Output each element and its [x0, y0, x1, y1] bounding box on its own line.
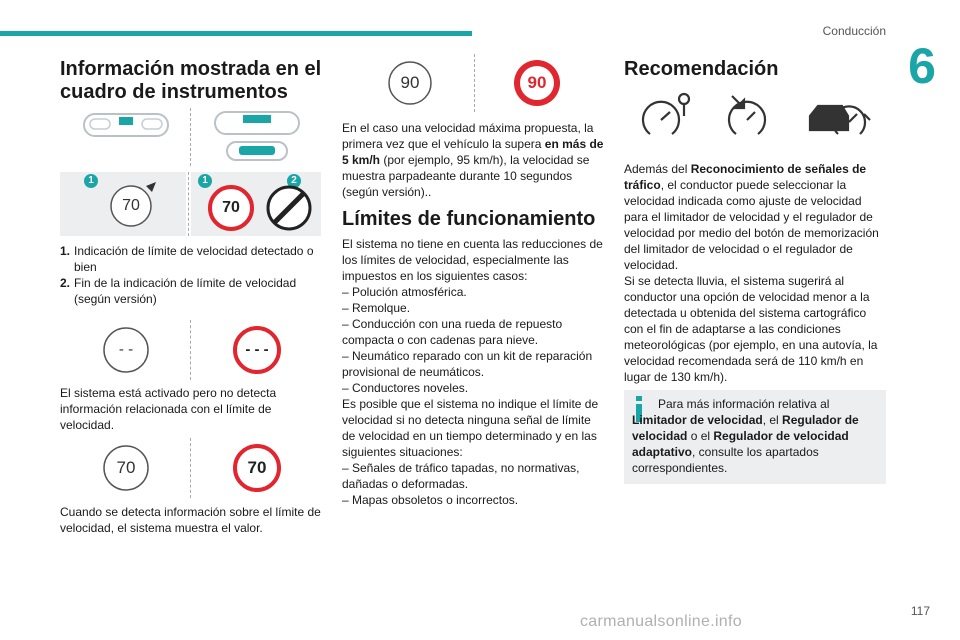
red-dash-text: - - - [245, 341, 269, 358]
text-run: , consulte los apartados correspondientes. [632, 445, 819, 475]
gray-dash-text: - - [118, 341, 134, 358]
paragraph: Si se detecta lluvia, el sistema sugerirá al conductor una opción de velocidad menor a la detectada u obtenida del sistema cartográfico con el fin de adaptarse a las condiciones meteorológicas (por ejemplo, en una autovía, la velocidad recomendada será de 110 km/h en lugar de 130 km/h). [624, 274, 878, 384]
list-number: 1. [60, 244, 71, 258]
col2-title-wrap [342, 208, 604, 231]
red-70-sign [191, 438, 321, 498]
info-note [624, 390, 886, 484]
text-run: o el [687, 429, 714, 443]
col3-para1 [624, 161, 886, 385]
speed-suggest-icon [729, 96, 765, 134]
bullet: – Polución atmosférica. [342, 285, 467, 299]
col2-body [342, 236, 604, 508]
bullet: – Neumático reparado con un kit de reparación provisional de neumáticos. [342, 349, 593, 379]
header-accent-bar [0, 31, 472, 36]
col1-title: Información mostrada en el cuadro de instrumentos [60, 58, 322, 103]
info-note-text [632, 396, 880, 476]
detected-sign-cell [60, 172, 186, 236]
sign-70-plain: 70 [122, 197, 140, 214]
paragraph [624, 161, 886, 273]
speed-90-row [342, 54, 604, 112]
bold-run: Reconocimiento de señales de tráfico [624, 162, 867, 192]
dashboard-illustrations [60, 108, 322, 166]
no-info-sign-row [60, 320, 322, 380]
col1-para1 [60, 385, 328, 433]
bullet: – Mapas obsoletos o incorrectos. [342, 493, 519, 507]
numbered-sign-row [60, 172, 322, 236]
text-run: En el caso una velocidad máxima propuesta, la primera vez que el vehículo la supera [342, 121, 594, 151]
bold-run: Regulador de velocidad [632, 413, 859, 443]
paragraph: Es posible que el sistema no indique el límite de velocidad si no detecta ninguna señal de límite de velocidad en un tiempo determinado y en las siguientes situaciones: [342, 397, 599, 459]
legend-list [60, 243, 328, 307]
gray-90-text: 90 [400, 73, 420, 92]
bold-run: en más de 5 km/h [342, 137, 604, 167]
text-run: (por ejemplo, 95 km/h), la velocidad se muestra parpadeante durante 10 segundos (según versión).. [342, 153, 590, 199]
col2-title: Límites de funcionamiento [342, 208, 596, 230]
gray-70-sign [60, 438, 190, 498]
paragraph: Cuando se detecta información sobre el límite de velocidad, el sistema muestra el valor. [60, 505, 321, 535]
sign-70-red: 70 [222, 199, 240, 216]
red-90-text: 90 [527, 73, 547, 92]
col1-para2 [60, 504, 328, 536]
bullet: – Remolque. [342, 301, 411, 315]
list-item [60, 275, 328, 307]
paragraph [342, 120, 604, 200]
text-run: Además del [624, 162, 691, 176]
divider [188, 172, 189, 236]
speed-memo-icon [643, 94, 689, 134]
list-item [60, 243, 328, 275]
chapter-number: 6 [908, 38, 936, 94]
list-text: Indicación de límite de velocidad detectado o bien [74, 244, 314, 274]
text-run: , el [762, 413, 783, 427]
limit-and-end-cell [191, 172, 321, 236]
bold-run: Regulador de velocidad adaptativo [632, 429, 849, 459]
red-70-text: 70 [247, 458, 267, 477]
badge-1: 1 [88, 175, 94, 186]
gray-90-sign [342, 54, 474, 112]
text-run: Para más información relativa al [658, 397, 830, 411]
bullet: – Conducción con una rueda de repuesto compacta o con cadenas para nieve. [342, 317, 563, 347]
page-number: 117 [910, 604, 930, 618]
dashboard-headup-icon [191, 108, 321, 166]
list-text: Fin de la indicación de límite de velocidad (según versión) [74, 276, 297, 306]
paragraph: El sistema no tiene en cuenta las reducciones de los límites de velocidad, especialmente las impuestos en los siguientes casos: [342, 237, 603, 283]
dashboard-screen-icon [60, 108, 190, 166]
speedometer-icons [624, 90, 886, 140]
bullet: – Conductores noveles. [342, 381, 469, 395]
section-name: Conducción [822, 24, 886, 38]
badge-1b: 1 [202, 175, 208, 186]
col1-title-wrap [60, 58, 328, 104]
recommendation-icons [624, 90, 886, 140]
badge-2: 2 [291, 175, 297, 186]
car-speed-icon [810, 106, 870, 134]
paragraph: El sistema está activado pero no detecta información relacionada con el límite de velocidad. [60, 386, 277, 432]
gray-70-text: 70 [116, 458, 136, 477]
text-run: , el conductor puede seleccionar la velocidad indicada como ajuste de velocidad para el limitador de velocidad y el regulador de velocidad por medio del botón de memorización del limitador de velocidad o el regulador de velocidad. [624, 178, 879, 272]
list-number: 2. [60, 276, 71, 290]
red-dash-sign [191, 320, 321, 380]
red-90-sign [475, 54, 603, 112]
col3-title-wrap [624, 58, 886, 81]
gray-dash-sign [60, 320, 190, 380]
col3-title: Recomendación [624, 58, 779, 80]
watermark: carmanualsonline.info [580, 613, 742, 630]
col2-para1 [342, 120, 604, 200]
value-sign-row [60, 438, 322, 498]
bold-run: Limitador de velocidad [632, 413, 763, 427]
bullet: – Señales de tráfico tapadas, no normativas, dañadas o deformadas. [342, 461, 580, 491]
